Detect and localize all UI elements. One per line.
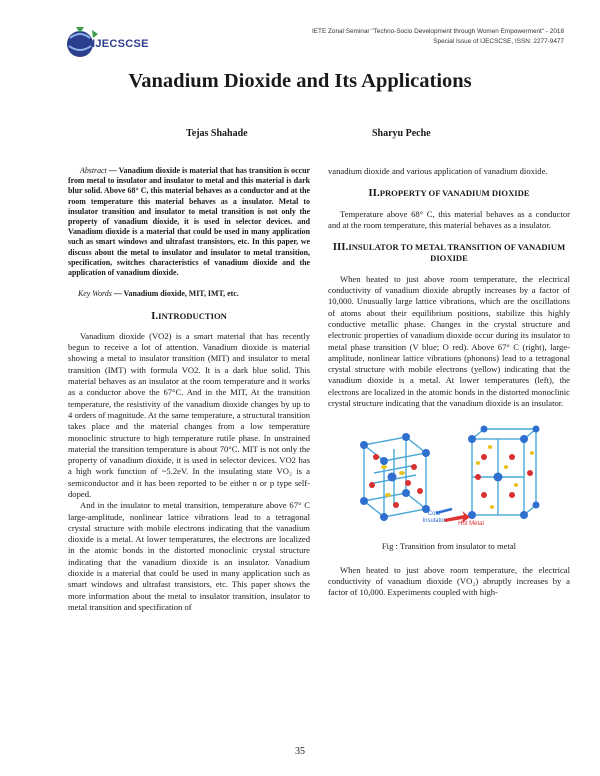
cold-insulator-label: Cold Insulator: [422, 511, 446, 525]
section-heading-introduction: I.INTRODUCTION: [151, 309, 227, 322]
section-heading-property: II.PROPERTY OF VANADIUM DIOXIDE: [368, 187, 530, 200]
figure-caption: Fig : Transition from insulator to metal: [381, 541, 517, 552]
keywords-label: Key Words: [78, 289, 112, 299]
transition-figure: [344, 423, 554, 535]
intro-paragraph-1: Vanadium dioxide (VO2) is a smart material that has recently begun to receive a lot of attention. Vanadium dioxide is material showing a metal to insulator transition (MIT) and insulator to metal transition (IMT) with formula VO2. It is a dark blue solid. This material behaves as an insulator at the room temperature and it works as a conductor above the 67°C. And in the MIT, At the transition temperature, the resistivity of the vanadium dioxide changes by up to 4 orders of magnitude. At the same temperature, a structural transition takes place and the material changes from a low temperature monoclinic structure to high temperature rutile phase. In unstrained material the transition temperature is about 70°C. MIT is not only the property of vanadium dioxide, it is used in selector devices. VO2 has a high work function of ~5.2eV. In the insulating state VO₂ is a semiconductor and it has been reported to be either n or p type self-doped.: [68, 330, 310, 499]
intro-paragraph-2: And in the insulator to metal transition, temperature above 67° C large-amplitude, nonlinear lattice vibrations lead to a tetragonal crystal structure with mobile electrons indicating that the vanadium dioxide is a metal. At lower temperatures, the electrons are localized in the atomic bonds in the distorted monoclinic crystal structure indicating that the vanadium dioxide is an insulator. Vanadium dioxide is a material that could be used in many application such as smart windows and ultrafast transistors, etc. This paper shows the more information about the metal to insulator transition, insulator to metal transition and specification of: [68, 500, 310, 612]
author-2: Sharyu Peche: [372, 128, 431, 139]
abstract-text: — Vanadium dioxide is material that has transition is occur from metal to insulator and insulator to metal and this material is dark blur solid. Above 68° C, this material behaves as a conductor and at the room temperature this material behaves as a insulator. Metal to insulator transition and insulator to metal transition is not only the property of vanadium dioxide, it is used in selector devices. and Vanadium dioxide is a material that could be used in many application such as smart windows and ultrafast transistors, etc. In this paper, we discuss about the metal to insulator and insulator to metal transition, specification, switches characteristics of vanadium dioxide and the application of vanadium dioxide.: [68, 166, 310, 278]
keywords: [68, 288, 310, 299]
imt-paragraph-1: When heated to just above room temperature, the electrical conductivity of vanadium dioxide abruptly increases by a factor of 10,000. Unusually large lattice vibrations, which are the oscillations of atoms about their equilibrium positions, stabilize this highly conductive metallic phase. Changes in the crystal structure and electronic properties of vanadium dioxide occur during its insulator to metal phase transition (V blue; O red). Above 67° C (right), large-amplitude, nonlinear lattice vibrations (phonons) lead to a tetragonal crystal structure with mobile electrons (yellow) indicating that the vanadium dioxide is a metal. At lower temperatures (left), the electrons are localized in the atomic bonds in the distorted monoclinic crystal structure indicating that the vanadium dioxide is an insulator.: [328, 273, 570, 409]
header-line-2: Special Issue of IJECSCSE, ISSN: 2277-9477: [433, 38, 564, 45]
author-1: Tejas Shahade: [186, 128, 248, 139]
right-column: [328, 166, 570, 599]
abstract: [68, 166, 310, 278]
intro-continuation: vanadium dioxide and various application of vanadium dioxide.: [328, 166, 548, 176]
page-number: 35: [295, 746, 305, 757]
left-column: [68, 166, 310, 613]
keywords-text: — Vanadium dioxide, MIT, IMT, etc.: [111, 289, 239, 299]
paper-title: Vanadium Dioxide and Its Applications: [128, 70, 472, 92]
hot-metal-label: Hot Metal: [458, 521, 484, 528]
abstract-label: Abstract: [80, 166, 107, 175]
journal-header: [312, 27, 564, 47]
header-line-1: IETE Zonal Seminar "Techno-Socio Development through Women Empowerment" - 2018: [312, 28, 564, 35]
imt-paragraph-2: When heated to just above room temperature, the electrical conductivity of vanadium dioxide (VO₂) abruptly increases by a factor of 10,000. Experiments coupled with high-: [328, 564, 570, 598]
property-paragraph: Temperature above 68° C, this material behaves as a conductor and at the room temperature, this material behaves as a insulator.: [328, 208, 570, 230]
section-heading-imt: III.INSULATOR TO METAL TRANSITION OF VANADIUM DIOXIDE: [332, 241, 566, 264]
logo-text: IJECSCSE: [92, 38, 149, 50]
